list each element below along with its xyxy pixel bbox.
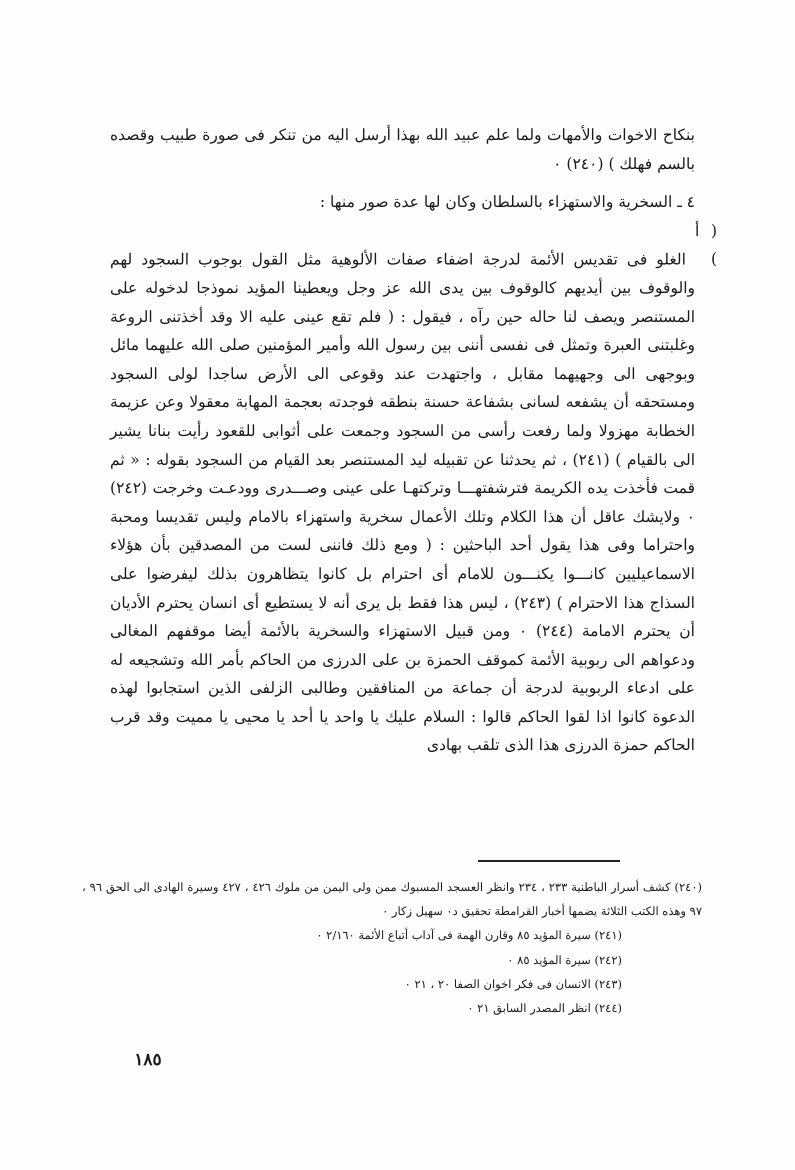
footnote-240: (٢٤٠) كشف أسرار الباطنية ٢٣٣ ، ٢٣٤ وانظر العسجد المسبوك ممن ولى اليمن من ملوك ٤٢٦ ، ٤٢٧ وسيرة الهادى الى الحق ٩٦ ، ٩٧ وهذه الكتب الثلاثة يضمها أخبار القرامطة تحقيق د٠ سهيل زكار ٠ <box>82 880 703 919</box>
intro-paragraph: بنكاح الاخوات والأمهات ولما علم عبيد الله بهذا أرسل اليه من تنكر فى صورة طبيب وقصده بالسم فهلك ) (٢٤٠) ٠ <box>110 126 695 173</box>
main-text <box>110 121 717 760</box>
footnote-242: (٢٤٢) سيرة المؤيد ٨٥ ٠ <box>507 952 622 967</box>
sub-item-label: ( أ ) <box>695 221 717 269</box>
footnote-243: (٢٤٣) الانسان فى فكر اخوان الصفا ٢٠ ، ٢١ ٠ <box>404 976 622 991</box>
footnote-separator <box>478 860 620 862</box>
section-item-heading: ٤ ـ السخرية والاستهزاء بالسلطان وكان لها عدة صور منها : <box>319 193 695 212</box>
sub-item-text: الغلو فى تقديس الأئمة لدرجة اضفاء صفات الألوهية مثل القول بوجوب السجود لهم والوقوف بين أيديهم كالوقوف بين يدى الله عز وجل ويعطينا المؤيد نموذجا لدخوله على المستنصر ويصف لنا حاله حين رآه ، فيقول : ( فلم تقع عينى عليه الا وقد أخذتنى الروعة وغلبتنى العبرة وتمثل فى نفسى أننى بين رسول الله وأمير المؤمنين صلى الله عليهما مائل وبوجهى الى وجهيهما مقابل ، واجتهدت عند وقوعى الى الأرض ساجدا لولى السجود ومستحقه أن يشفعه لسانى بشفاعة حسنة بنطقه فوجدته بعجمة المهابة معقولا وعن عزيمة الخطابة مهزولا ولما رفعت رأسى من السجود وجمعت على أثوابى للقعود رأيت بنانا يشير الى بالقيام ) (٢٤١) ، ثم يحدثنا عن تقبيله ليد المستنصر بعد القيام من السجود بقوله : « ثم قمت فأخذت يده الكريمة فترشفتهـــا وتركتهـا على عينى وصـــدرى وودعـت وخرجت (٢٤٢) ٠ ولايشك عاقل أن هذا الكلام وتلك الأعمال سخرية واستهزاء بالامام وليس تقديسا ومحبة واحتراما وفى هذا يقول أحد الباحثين : ( ومع ذلك فاننى لست من المصدقين بأن هؤلاء الاسماعيليين كانـــوا يكنـــون للامام أى احترام بل كانوا يتظاهرون بذلك ليفرضوا على السذاج هذا الاحترام ) (٢٤٣) ، ليس هذا فقط بل يرى أنه لا يستطيع أى انسان يحترم الأديان أن يحترم الامامة (٢٤٤) ٠ ومن قبيل الاستهزاء والسخرية بالأئمة أيضا موقفهم المغالى ودعواهم الى ربوبية الأئمة كموقف الحمزة بن على الدرزى من الحاكم بأمر الله وتشجيعه له على ادعاء الربوبية لدرجة أن جماعة من المنافقين وطالبى الزلفى الذين استجابوا لهذه الدعوة كانوا اذا لقوا الحاكم قالوا : السلام عليك يا واحد يا أحد يا محيى يا مميت وقد قرب الحاكم حمزة الدرزى هذا الذى تلقب بهادى <box>110 250 696 755</box>
page-number: ١٨٥ <box>134 1050 162 1070</box>
footnotes <box>82 875 702 1020</box>
footnote-244: (٢٤٤) انظر المصدر السابق ٢١ ٠ <box>467 1001 622 1016</box>
sub-item-paragraph <box>110 217 717 760</box>
footnote-241: (٢٤١) سيرة المؤيد ٨٥ وقارن الهمة فى آداب أتباع الأئمة ٢/١٦٠ ٠ <box>316 928 622 943</box>
